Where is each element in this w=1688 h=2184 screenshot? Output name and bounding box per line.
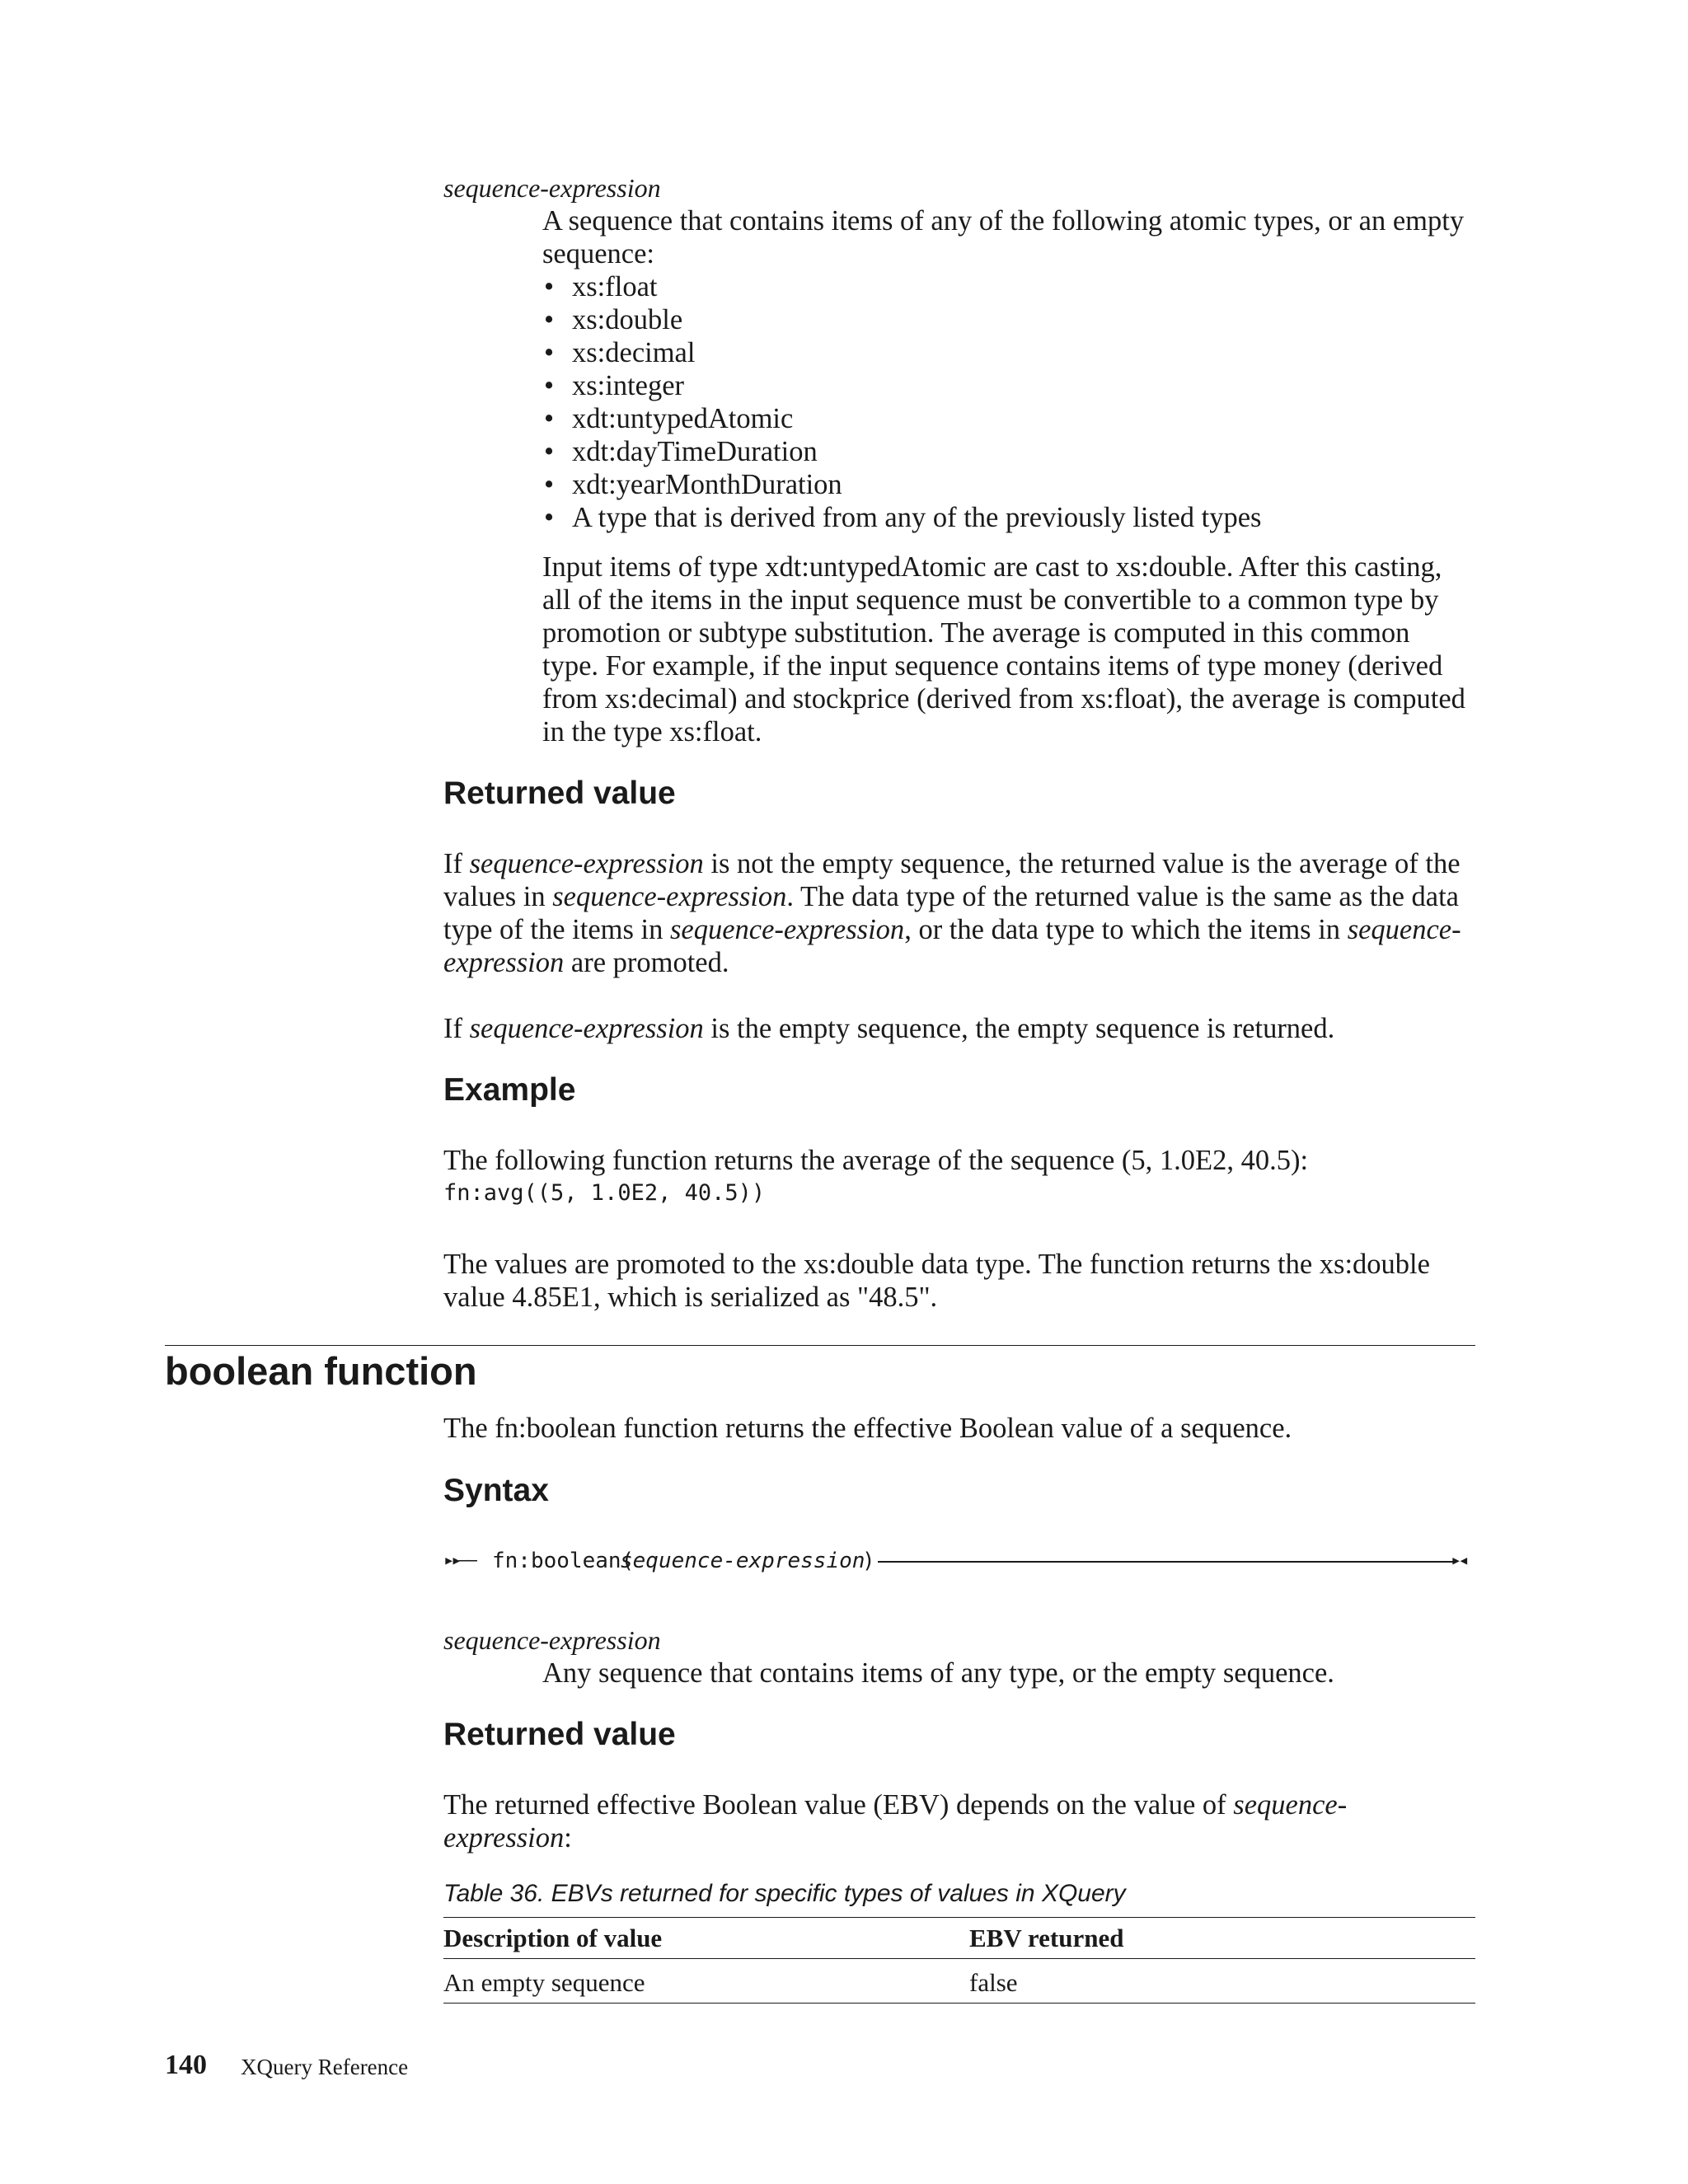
term-ref: sequence-expression bbox=[443, 914, 1461, 978]
term-ref: sequence-expression bbox=[552, 881, 787, 912]
example-code: fn:avg((5, 1.0E2, 40.5)) bbox=[443, 1180, 766, 1206]
list-item: • xdt:yearMonthDuration bbox=[542, 468, 1490, 501]
list-item: • xs:double bbox=[542, 303, 1490, 336]
text-run: If bbox=[443, 848, 470, 879]
returned-value-paragraph bbox=[443, 847, 1490, 979]
table-cell: false bbox=[969, 1968, 1018, 1997]
syntax-diagram bbox=[443, 1543, 1475, 1579]
section-heading-example: Example bbox=[443, 1072, 576, 1108]
list-item: • A type that is derived from any of the previously listed types bbox=[542, 501, 1490, 534]
term-ref: sequence-expression bbox=[469, 848, 704, 879]
table-caption: Table 36. EBVs returned for specific types of values in XQuery bbox=[443, 1880, 1126, 1907]
list-item: • xs:decimal bbox=[542, 336, 1490, 369]
table-header-rule bbox=[443, 1958, 1475, 1959]
avg-arg-definition bbox=[542, 204, 1490, 534]
boolean-returned-paragraph bbox=[443, 1788, 1350, 1854]
list-item: • xs:float bbox=[542, 270, 1490, 303]
text-run: . The data type of the returned value is the same as the data type of the items in bbox=[443, 881, 1459, 945]
list-item: • xdt:untypedAtomic bbox=[542, 402, 1490, 435]
section-divider bbox=[165, 1345, 1475, 1346]
section-heading-returned-value: Returned value bbox=[443, 1717, 676, 1752]
atomic-type-list bbox=[542, 270, 1490, 534]
page-number: 140 bbox=[165, 2050, 207, 2080]
syntax-function-name: fn:boolean( bbox=[492, 1549, 635, 1573]
syntax-start-marker: ▸▸—— bbox=[443, 1550, 474, 1571]
column-header: Description of value bbox=[443, 1924, 663, 1952]
ebv-table bbox=[443, 1917, 1475, 2004]
syntax-close-paren: ) bbox=[862, 1549, 875, 1573]
section-heading-returned-value: Returned value bbox=[443, 776, 676, 811]
list-item: • xs:integer bbox=[542, 369, 1490, 402]
text-run: are promoted. bbox=[564, 947, 729, 978]
list-item: • xdt:dayTimeDuration bbox=[542, 435, 1490, 468]
boolean-arg-definition: Any sequence that contains items of any type, or the empty sequence. bbox=[542, 1657, 1334, 1689]
text-run: , or the data type to which the items in bbox=[904, 914, 1348, 945]
boolean-arg-term: sequence-expression bbox=[443, 1625, 661, 1655]
avg-arg-intro: A sequence that contains items of any of the following atomic types, or an empty sequence: bbox=[542, 205, 1465, 269]
example-intro: The following function returns the average of the sequence (5, 1.0E2, 40.5): bbox=[443, 1145, 1309, 1176]
syntax-argument: sequence-expression bbox=[620, 1549, 865, 1573]
syntax-end-marker: ▸◂ bbox=[1451, 1550, 1466, 1571]
text-run: If bbox=[443, 1013, 470, 1044]
term-ref: sequence-expression bbox=[670, 914, 905, 945]
table-bottom-rule bbox=[443, 2003, 1475, 2004]
example-result: The values are promoted to the xs:double data type. The function returns the xs:double value 4.85E1, which is serialized as "48.5". bbox=[443, 1249, 1430, 1313]
empty-sequence-paragraph bbox=[443, 1012, 1490, 1045]
table-header-row bbox=[443, 1917, 1475, 1960]
avg-arg-term: sequence-expression bbox=[443, 173, 661, 203]
section-heading-syntax: Syntax bbox=[443, 1473, 549, 1508]
syntax-line bbox=[878, 1561, 1455, 1563]
book-title: XQuery Reference bbox=[241, 2055, 409, 2079]
avg-arg-note: Input items of type xdt:untypedAtomic are cast to xs:double. After this casting, all of the items in the input sequence must be convertible to a common type by promotion or subtype substitution. The average is computed in this common type. For example, if the input sequence contains items of type money (derived from xs:decimal) and stockprice (derived from xs:float), the average is computed in the type xs:float. bbox=[542, 551, 1465, 748]
term-ref: sequence-expression bbox=[443, 1789, 1348, 1854]
text-run: is not the empty sequence, the returned value is the average of the values in bbox=[443, 848, 1461, 912]
text-run: is the empty sequence, the empty sequence is returned. bbox=[703, 1013, 1335, 1044]
boolean-intro: The fn:boolean function returns the effective Boolean value of a sequence. bbox=[443, 1413, 1292, 1444]
term-ref: sequence-expression bbox=[469, 1013, 704, 1044]
text-run: : bbox=[564, 1822, 572, 1854]
page-title: boolean function bbox=[165, 1349, 477, 1393]
table-row bbox=[443, 1961, 1475, 2004]
column-header: EBV returned bbox=[969, 1924, 1124, 1952]
text-run: The returned effective Boolean value (EBV) depends on the value of bbox=[443, 1789, 1226, 1821]
table-cell: An empty sequence bbox=[443, 1968, 645, 1997]
